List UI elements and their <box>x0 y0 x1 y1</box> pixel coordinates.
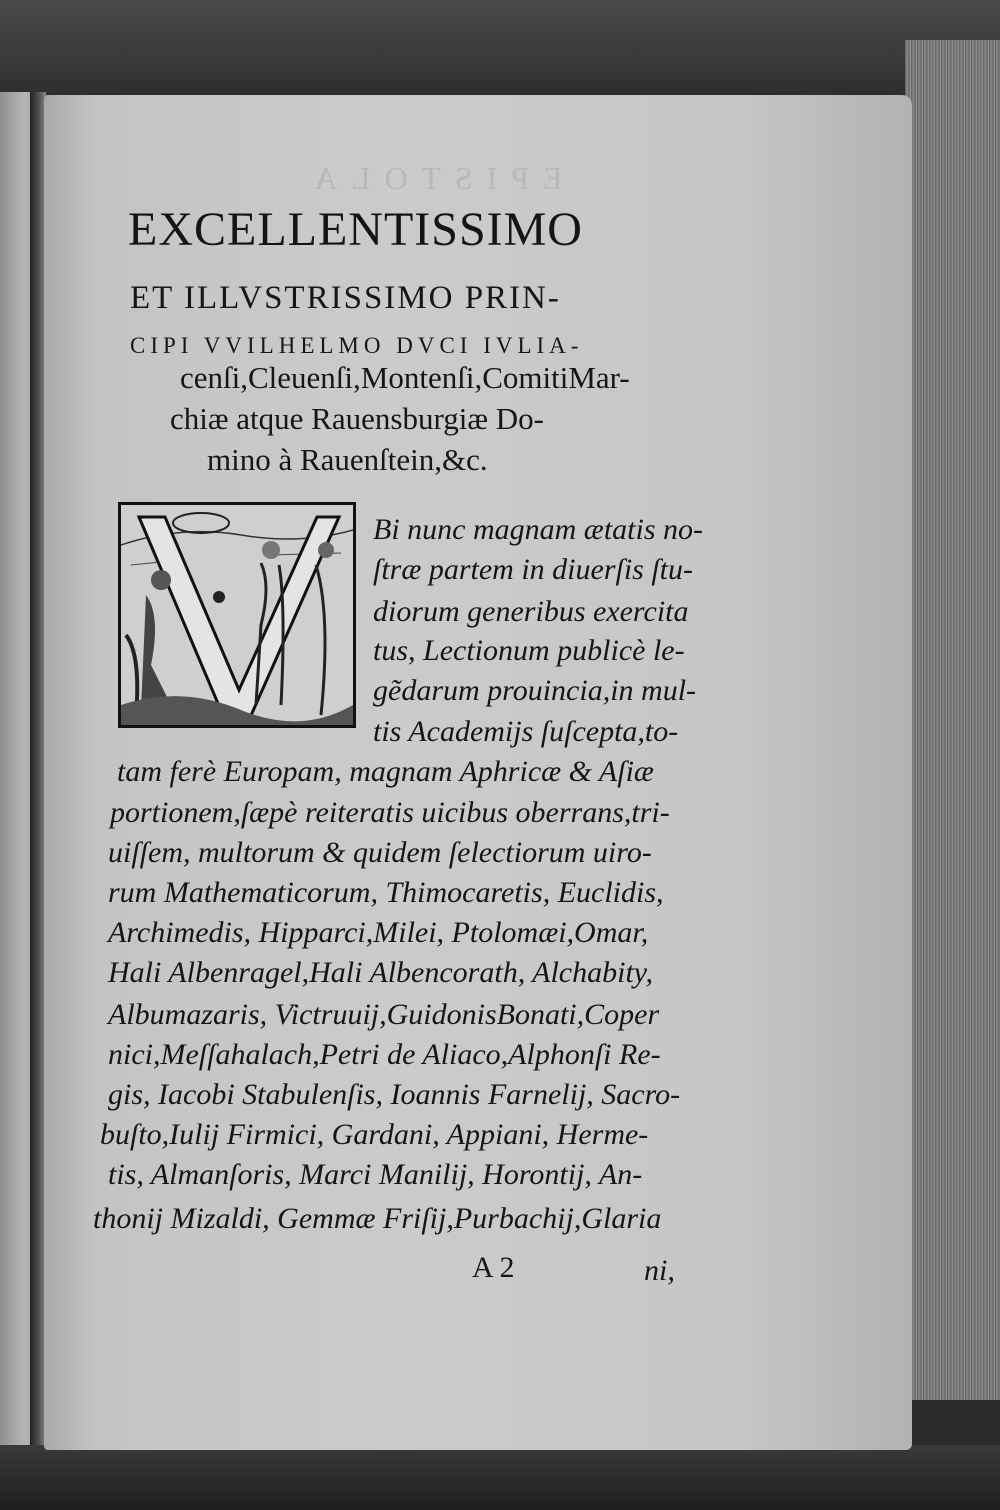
show-through-text: EPISTOLA <box>300 160 563 196</box>
woodcut-initial-v <box>118 502 356 728</box>
heading-line-5: mino à Rauenſtein,&c. <box>207 442 488 477</box>
heading-line-1: ET ILLVSTRISSIMO PRIN- <box>130 280 561 316</box>
body-line: uiſſem, multorum & quidem ſelectiorum uiro- <box>108 836 652 869</box>
body-line: nici,Meſſahalach,Petri de Aliaco,Alphonſi Re- <box>108 1038 661 1071</box>
body-line: portionem,ſæpè reiteratis uicibus oberrans,tri- <box>110 796 670 829</box>
heading-line-4: chiæ atque Rauensburgiæ Do- <box>170 401 544 436</box>
body-line: rum Mathematicorum, Thimocaretis, Euclidis, <box>108 876 664 909</box>
body-line: Hali Albenragel,Hali Albencorath, Alchabity, <box>108 956 653 989</box>
body-line: Archimedis, Hipparci,Milei, Ptolomæi,Omar, <box>108 916 649 949</box>
page-edges <box>905 40 1000 1400</box>
book-cover <box>0 0 1000 95</box>
body-line: gẽdarum prouincia,in mul- <box>373 674 697 707</box>
heading-line-2: CIPI VVILHELMO DVCI IVLIA- <box>130 333 584 358</box>
catchword: ni, <box>644 1254 675 1287</box>
body-line: Albumazaris, Victruuij,GuidonisBonati,Coper <box>108 998 660 1031</box>
body-line: tus, Lectionum publicè le- <box>373 634 685 667</box>
body-line: tis, Almanſoris, Marci Manilij, Horontij, An- <box>108 1158 643 1191</box>
body-line: ſtræ partem in diuerſis ſtu- <box>373 553 694 586</box>
body-line: buſto,Iulij Firmici, Gardani, Appiani, Herme- <box>100 1118 649 1151</box>
body-line: thonij Mizaldi, Gemmæ Friſij,Purbachij,Glaria <box>93 1202 662 1235</box>
body-line: gis, Iacobi Stabulenſis, Ioannis Farnelij, Sacro- <box>108 1078 681 1111</box>
body-line: tam ferè Europam, magnam Aphricæ & Aſiæ <box>117 755 654 788</box>
book-bottom-shadow <box>0 1445 1000 1510</box>
body-line: Bi nunc magnam ætatis no- <box>373 513 703 546</box>
heading-line-3: cenſi,Cleuenſi,Montenſi,ComitiMar- <box>180 360 630 395</box>
body-line: tis Academijs ſuſcepta,to- <box>373 715 679 748</box>
signature-mark: A 2 <box>472 1251 515 1284</box>
page-title: EXCELLENTISSIMO <box>128 203 583 256</box>
body-line: diorum generibus exercita <box>373 595 689 628</box>
